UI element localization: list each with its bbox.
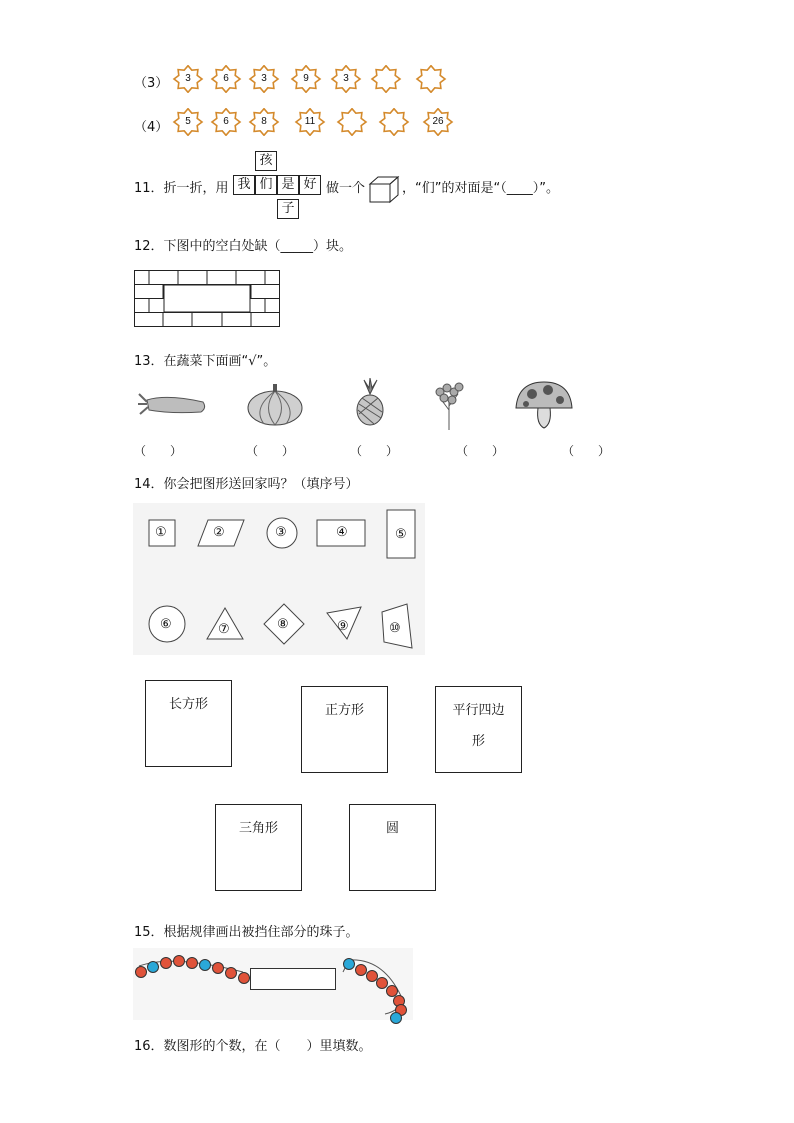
blue-bead: [343, 958, 355, 970]
number-star[interactable]: [370, 65, 402, 93]
red-bead: [186, 957, 198, 969]
paren-3[interactable]: （ ）: [350, 444, 399, 458]
paren-2[interactable]: （ ）: [246, 444, 295, 458]
q11-suffix: ，“们”的对面是“（____）”。: [402, 181, 559, 196]
blue-bead: [390, 1012, 402, 1024]
q10-row3-label: （3）: [134, 76, 169, 91]
star-value: 3: [343, 73, 349, 84]
q14-text: 14．你会把图形送回家吗？（填序号）: [134, 477, 359, 492]
star-value: 26: [432, 116, 444, 127]
number-star: [422, 108, 454, 136]
q10-row4-label: （4）: [134, 120, 169, 135]
number-star: [248, 108, 280, 136]
blue-bead: [147, 961, 159, 973]
q16-text: 16．数图形的个数，在（ ）里填数。: [134, 1039, 372, 1054]
paren-4[interactable]: （ ）: [456, 444, 505, 458]
star-value: 3: [185, 73, 191, 84]
red-bead: [160, 957, 172, 969]
brick-wall: [134, 270, 281, 328]
fold-cell-4: 好: [299, 175, 321, 195]
pumpkin-icon: [246, 382, 304, 426]
number-star[interactable]: [415, 65, 447, 93]
fold-cell-top: 孩: [255, 151, 277, 171]
house-square-label: 正方形: [324, 703, 364, 718]
q12-text: 12．下图中的空白处缺（_____）块。: [134, 239, 353, 254]
red-bead: [238, 972, 250, 984]
mushroom-icon: [514, 380, 574, 430]
house-rectangle[interactable]: [145, 680, 232, 767]
shape-number-6: ⑥: [160, 616, 172, 631]
cube-icon: [368, 174, 400, 204]
carrot-icon: [137, 388, 209, 418]
house-square[interactable]: [301, 686, 388, 773]
shape-number-7: ⑦: [218, 621, 230, 636]
house-parallelogram-label-1: 平行四边: [452, 703, 505, 718]
star-value: 6: [223, 73, 229, 84]
grapes-icon: [432, 382, 466, 430]
number-star: [290, 65, 322, 93]
red-bead: [212, 962, 224, 974]
fold-cell-bottom: 子: [277, 199, 299, 219]
red-bead: [135, 966, 147, 978]
red-bead: [225, 967, 237, 979]
shape-number-10: ⑩: [389, 620, 401, 635]
number-star: [210, 65, 242, 93]
star-value: 3: [261, 73, 267, 84]
shape-number-4: ④: [336, 524, 348, 539]
number-star[interactable]: [336, 108, 368, 136]
star-value: [336, 108, 368, 136]
q11-middle: 做一个: [326, 181, 366, 196]
star-value: [415, 65, 447, 93]
number-star[interactable]: [378, 108, 410, 136]
house-triangle-label: 三角形: [238, 821, 278, 836]
shape-number-3: ③: [275, 524, 287, 539]
star-value: 9: [303, 73, 309, 84]
house-parallelogram[interactable]: [435, 686, 522, 773]
fold-cell-3: 是: [277, 175, 299, 195]
shape-number-8: ⑧: [277, 616, 289, 631]
star-value: [378, 108, 410, 136]
q11-prefix: 11．折一折，用: [134, 181, 229, 196]
star-value: 8: [261, 116, 267, 127]
number-star: [248, 65, 280, 93]
number-star: [172, 65, 204, 93]
star-value: 6: [223, 116, 229, 127]
number-star: [330, 65, 362, 93]
q15-text: 15．根据规律画出被挡住部分的珠子。: [134, 925, 359, 940]
fold-cell-2: 们: [255, 175, 277, 195]
house-parallelogram-label-2: 形: [471, 734, 485, 749]
number-star: [172, 108, 204, 136]
number-star: [294, 108, 326, 136]
q13-text: 13．在蔬菜下面画“√”。: [134, 354, 277, 369]
house-circle[interactable]: [349, 804, 436, 891]
star-value: [370, 65, 402, 93]
paren-1[interactable]: （ ）: [134, 444, 183, 458]
bead-cover-box: [250, 968, 336, 990]
blue-bead: [199, 959, 211, 971]
star-value: 11: [304, 116, 316, 127]
house-circle-label: 圆: [385, 821, 399, 836]
fold-cell-1: 我: [233, 175, 255, 195]
star-value: 5: [185, 116, 191, 127]
house-rectangle-label: 长方形: [168, 697, 208, 712]
shape-number-5: ⑤: [395, 526, 407, 541]
shape-number-9: ⑨: [337, 618, 349, 633]
number-star: [210, 108, 242, 136]
shape-number-1: ①: [155, 524, 167, 539]
red-bead: [173, 955, 185, 967]
house-triangle[interactable]: [215, 804, 302, 891]
paren-5[interactable]: （ ）: [562, 444, 611, 458]
pineapple-icon: [354, 378, 386, 426]
shape-number-2: ②: [213, 524, 225, 539]
